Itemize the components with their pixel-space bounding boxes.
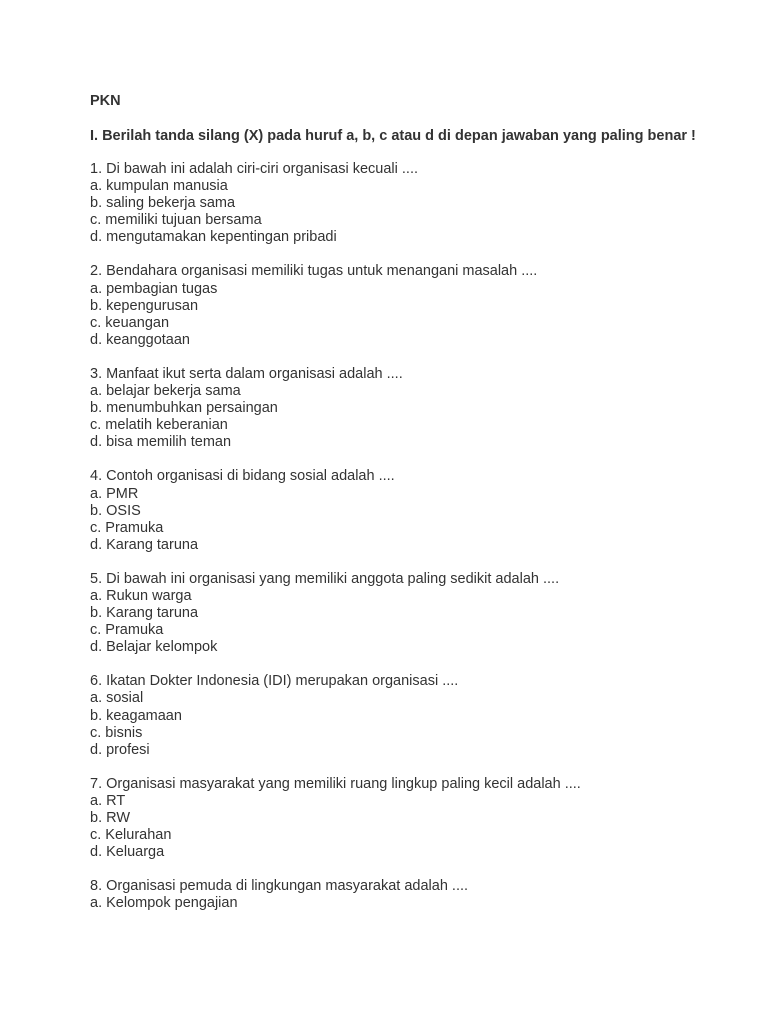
answer-option: c. Pramuka bbox=[90, 622, 164, 639]
answer-option: d. mengutamakan kepentingan pribadi bbox=[90, 229, 337, 246]
document-title: PKN bbox=[90, 93, 121, 109]
answer-option: c. Pramuka bbox=[90, 519, 164, 536]
answer-option: a. belajar bekerja sama bbox=[90, 383, 241, 400]
question-text: 5. Di bawah ini organisasi yang memiliki anggota paling sedikit adalah .... bbox=[90, 570, 560, 587]
answer-option: d. Belajar kelompok bbox=[90, 639, 218, 656]
question-8 bbox=[90, 878, 730, 912]
answer-option: d. bisa memilih teman bbox=[90, 434, 232, 451]
answer-option: a. RT bbox=[90, 792, 126, 809]
answer-option: a. PMR bbox=[90, 485, 139, 502]
question-7 bbox=[90, 776, 730, 861]
question-text: 2. Bendahara organisasi memiliki tugas untuk menangani masalah .... bbox=[90, 263, 538, 280]
answer-option: a. pembagian tugas bbox=[90, 280, 218, 297]
question-text: 6. Ikatan Dokter Indonesia (IDI) merupakan organisasi .... bbox=[90, 673, 459, 690]
question-4 bbox=[90, 468, 730, 553]
question-text: 4. Contoh organisasi di bidang sosial adalah .... bbox=[90, 468, 395, 485]
answer-option: c. keuangan bbox=[90, 314, 170, 331]
answer-option: d. keanggotaan bbox=[90, 331, 190, 348]
answer-option: b. menumbuhkan persaingan bbox=[90, 400, 278, 417]
answer-option: b. keagamaan bbox=[90, 707, 182, 724]
answer-option: b. kepengurusan bbox=[90, 297, 199, 314]
answer-option: c. melatih keberanian bbox=[90, 417, 228, 434]
answer-option: b. Karang taruna bbox=[90, 605, 199, 622]
question-3 bbox=[90, 366, 730, 451]
answer-option: c. memiliki tujuan bersama bbox=[90, 212, 262, 229]
answer-option: a. kumpulan manusia bbox=[90, 178, 228, 195]
document-page bbox=[90, 92, 730, 929]
answer-option: a. Kelompok pengajian bbox=[90, 895, 238, 912]
answer-option: d. Karang taruna bbox=[90, 536, 199, 553]
question-text: 8. Organisasi pemuda di lingkungan masyarakat adalah .... bbox=[90, 878, 469, 895]
question-text: 1. Di bawah ini adalah ciri-ciri organisasi kecuali .... bbox=[90, 161, 419, 177]
answer-option: b. saling bekerja sama bbox=[90, 195, 236, 212]
question-6 bbox=[90, 673, 730, 758]
instruction-text: I. Berilah tanda silang (X) pada huruf a, b, c atau d di depan jawaban yang paling benar ! bbox=[90, 128, 696, 144]
answer-option: c. bisnis bbox=[90, 724, 143, 741]
question-text: 7. Organisasi masyarakat yang memiliki ruang lingkup paling kecil adalah .... bbox=[90, 775, 581, 792]
answer-option: a. Rukun warga bbox=[90, 587, 192, 604]
question-2 bbox=[90, 263, 730, 348]
answer-option: d. profesi bbox=[90, 741, 150, 758]
answer-option: a. sosial bbox=[90, 690, 144, 707]
answer-option: c. Kelurahan bbox=[90, 827, 172, 844]
answer-option: b. OSIS bbox=[90, 502, 141, 519]
question-text: 3. Manfaat ikut serta dalam organisasi adalah .... bbox=[90, 365, 403, 382]
question-1 bbox=[90, 161, 730, 246]
answer-option: b. RW bbox=[90, 810, 131, 826]
answer-option: d. Keluarga bbox=[90, 844, 165, 861]
question-5 bbox=[90, 571, 730, 656]
